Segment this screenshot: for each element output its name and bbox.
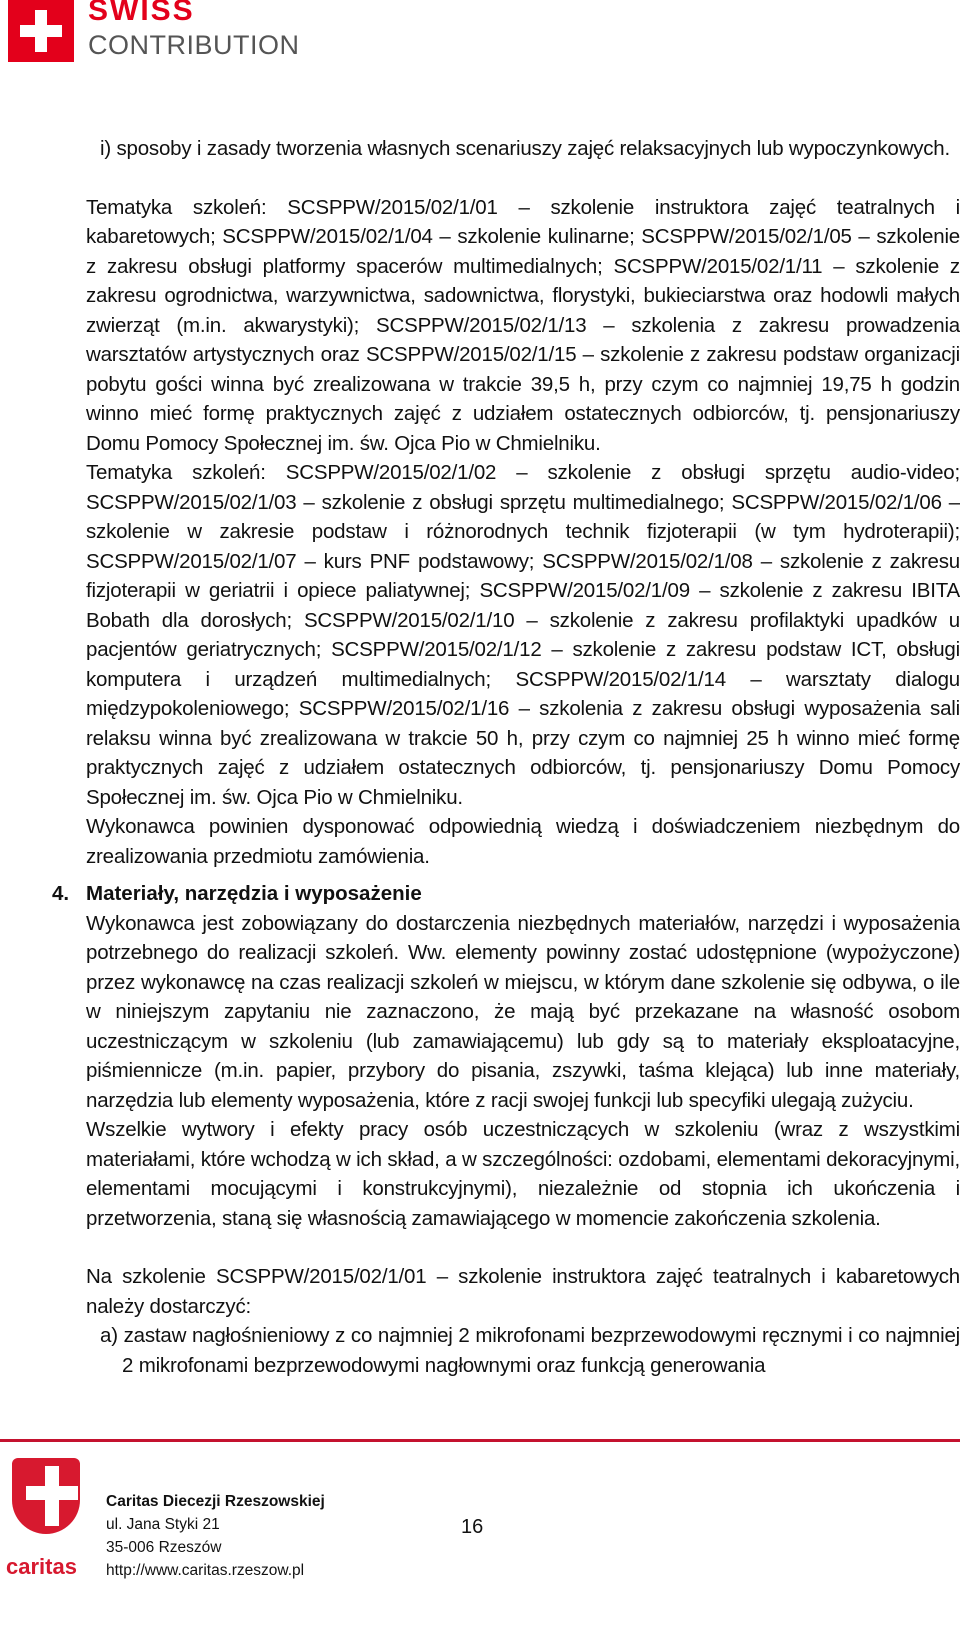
document-body <box>52 134 960 1380</box>
footer-org-name: Caritas Diecezji Rzeszowskiej <box>106 1493 325 1510</box>
paragraph-training-topics-2: Tematyka szkoleń: SCSPPW/2015/02/1/02 – szkolenie z obsługi sprzętu audio-video; SCSPPW/2015/02/1/03 – szkolenie z obsługi sprzętu multimedialnego; SCSPPW/2015/02/1/06 – szkolenie w zakresie podstaw i różnorodnych technik fizjoterapii (w tym hydroterapii); SCSPPW/2015/02/1/07 – kurs PNF podstawowy; SCSPPW/2015/02/1/08 – szkolenie z zakresu fizjoterapii w geriatrii i opiece paliatywnej; SCSPPW/2015/02/1/09 – szkolenie z zakresu IBITA Bobath dla dorosłych; SCSPPW/2015/02/1/10 – szkolenie z zakresu profilaktyki upadków u pacjentów geriatrycznych; SCSPPW/2015/02/1/12 – szkolenie z zakresu podstaw ICT, obsługi komputera i urządzeń multimedialnych; SCSPPW/2015/02/1/14 – warsztaty dialogu międzypokoleniowego; SCSPPW/2015/02/1/16 – szkolenia z zakresu obsługi wyposażenia sali relaksu winna być zrealizowana w trakcie 50 h, przy czym co najmniej 25 h winno mieć formę praktycznych zajęć z udziałem ostatecznych odbiorców, tj. pensjonariuszy Domu Pomocy Społecznej im. św. Ojca Pio w Chmielniku. <box>86 461 960 809</box>
paragraph-equipment-intro: Na szkolenie SCSPPW/2015/02/1/01 – szkolenie instruktora zajęć teatralnych i kabaretowych należy dostarczyć: <box>86 1265 960 1318</box>
swiss-contribution-logo <box>8 0 308 70</box>
footer-address <box>106 1490 325 1582</box>
section-heading-4 <box>52 879 960 909</box>
caritas-logo-text: caritas <box>6 1554 77 1579</box>
footer-divider <box>0 1439 960 1442</box>
caritas-cross-icon <box>12 1458 80 1534</box>
footer-website[interactable]: http://www.caritas.rzeszow.pl <box>106 1562 305 1579</box>
section-title: Materiały, narzędzia i wyposażenie <box>86 882 422 905</box>
paragraph-ownership: Wszelkie wytwory i efekty pracy osób uczestniczących w szkoleniu (wraz z wszystkimi materiałami, które wchodzą w ich skład, a w szczególności: ozdobami, elementami dekoracyjnymi, elementami mocującymi i konstrukcyjnymi), niezależnie od stopnia ich ukończenia i przetworzenia, staną się własnością zamawiającego w momencie zakończenia szkolenia. <box>86 1118 960 1230</box>
swiss-flag-icon <box>8 0 74 62</box>
footer-city: 35-006 Rzeszów <box>106 1539 222 1556</box>
paragraph-training-topics-1: Tematyka szkoleń: SCSPPW/2015/02/1/01 – szkolenie instruktora zajęć teatralnych i kabaretowych; SCSPPW/2015/02/1/04 – szkolenie kulinarne; SCSPPW/2015/02/1/05 – szkolenie z zakresu obsługi platformy spacerów multimedialnych; SCSPPW/2015/02/1/11 – szkolenie z zakresu ogrodnictwa, warzywnictwa, sadownictwa, florystyki, bukieciarstwa oraz hodowli małych zwierząt (m.in. akwarystyki); SCSPPW/2015/02/1/13 – szkolenia z zakresu prowadzenia warsztatów artystycznych oraz SCSPPW/2015/02/1/15 – szkolenie z zakresu podstaw organizacji pobytu gości winna być zrealizowana w trakcie 39,5 h, przy czym co najmniej 19,75 h godzin winno mieć formę praktycznych zajęć z udziałem ostatecznych odbiorców, tj. pensjonariuszy Domu Pomocy Społecznej im. św. Ojca Pio w Chmielniku. <box>86 195 960 455</box>
list-item-i: i) sposoby i zasady tworzenia własnych scenariuszy zajęć relaksacyjnych lub wypoczynkowych. <box>100 137 950 160</box>
section-number: 4. <box>52 882 70 905</box>
caritas-logo <box>6 1458 86 1626</box>
logo-contribution-text: CONTRIBUTION <box>88 30 300 60</box>
logo-swiss-text: SWISS <box>88 0 195 27</box>
page-number: 16 <box>461 1516 484 1538</box>
footer-street: ul. Jana Styki 21 <box>106 1516 220 1533</box>
paragraph-materials: Wykonawca jest zobowiązany do dostarczenia niezbędnych materiałów, narzędzi i wyposażenia potrzebnego do realizacji szkoleń. Ww. elementy powinny zostać udostępnione (wypożyczone) przez wykonawcę na czas realizacji szkoleń w miejscu, w którym dane szkolenie się odbywa, o ile w niniejszym zapytaniu nie zaznaczono, że mają być przekazane na własność osobom uczestniczącym w szkoleniu (lub zamawiającemu) lub gdy są to materiały eksploatacyjne, piśmiennicze (m.in. papier, przybory do pisania, zszywki, taśma klejąca) lub inne materiały, narzędzia lub elementy wyposażenia, które z racji swojej funkcji lub specyfiki ulegają zużyciu. <box>86 911 960 1112</box>
paragraph-contractor-knowledge: Wykonawca powinien dysponować odpowiednią wiedzą i doświadczeniem niezbędnym do zrealizowania przedmiotu zamówienia. <box>86 815 960 868</box>
list-item-a: a) zastaw nagłośnieniowy z co najmniej 2 mikrofonami bezprzewodowymi ręcznymi i co najmniej 2 mikrofonami bezprzewodowymi nagłownymi oraz funkcją generowania <box>100 1324 960 1377</box>
